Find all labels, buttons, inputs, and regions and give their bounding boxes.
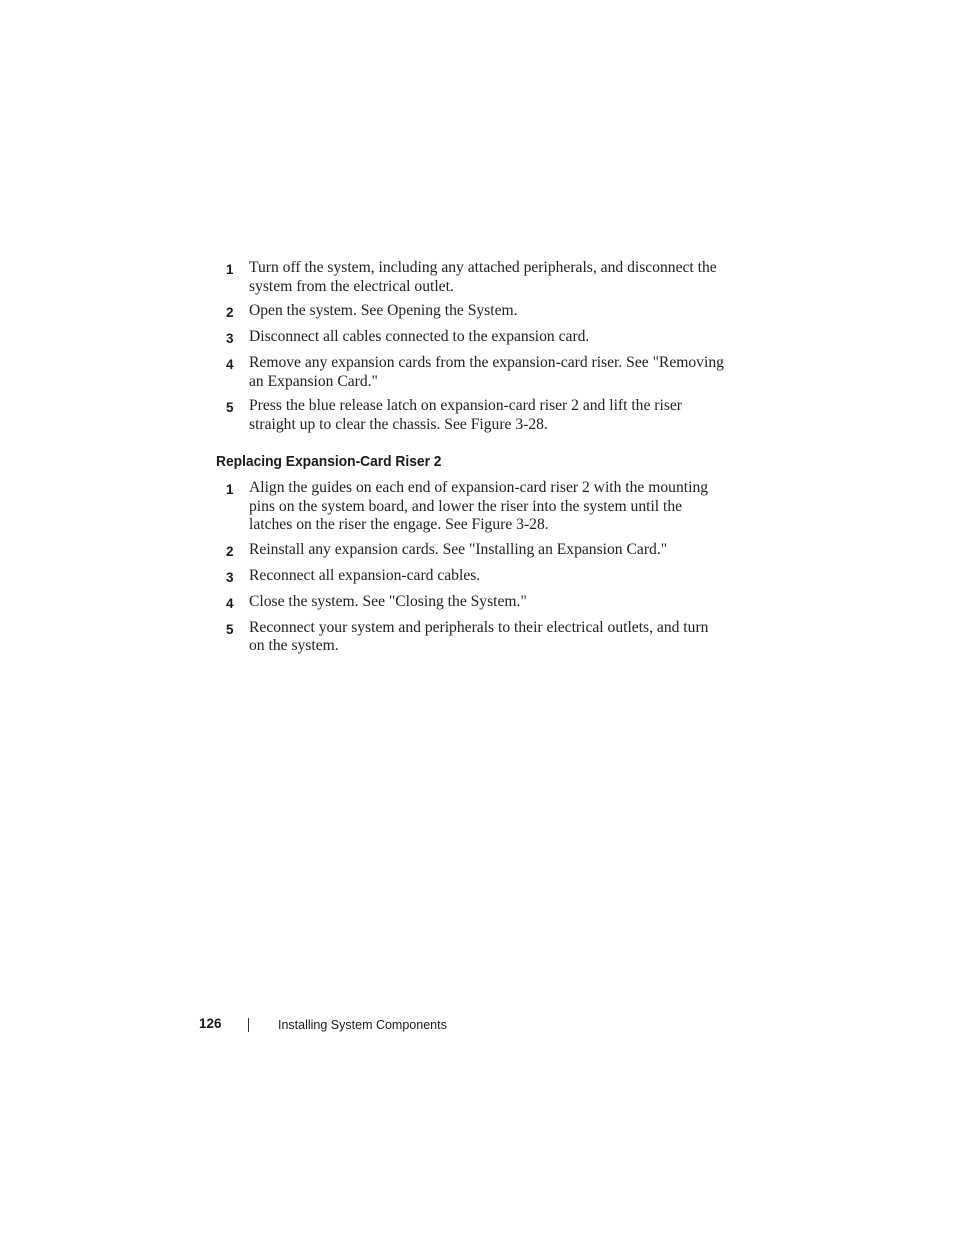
step-number: 2	[226, 543, 234, 559]
step-text: Reconnect all expansion-card cables.	[249, 566, 481, 584]
replacing-steps-list	[226, 479, 726, 662]
step-number: 5	[226, 621, 234, 637]
list-item	[226, 541, 726, 561]
step-text: Close the system. See "Closing the System."	[249, 592, 527, 610]
list-item	[226, 479, 726, 535]
footer-divider	[248, 1018, 249, 1032]
list-item	[226, 259, 726, 296]
list-item	[226, 619, 726, 656]
step-number: 4	[226, 595, 234, 611]
list-item	[226, 354, 726, 391]
page-number: 126	[199, 1016, 222, 1031]
list-item	[226, 397, 726, 434]
step-number: 1	[226, 482, 234, 497]
step-number: 3	[226, 331, 234, 347]
step-number: 1	[226, 262, 234, 277]
step-number: 2	[226, 305, 234, 321]
removal-steps-list	[226, 259, 726, 441]
step-number: 4	[226, 357, 234, 373]
footer-section-title: Installing System Components	[278, 1018, 447, 1032]
list-item	[226, 328, 726, 348]
list-item	[226, 567, 726, 587]
step-text: Open the system. See Opening the System.	[249, 302, 518, 320]
step-text: Remove any expansion cards from the expansion-card riser. See "Removing an Expansion Card."	[249, 354, 724, 390]
step-text: Reinstall any expansion cards. See "Installing an Expansion Card."	[249, 540, 668, 558]
list-item	[226, 302, 726, 322]
step-text: Turn off the system, including any attached peripherals, and disconnect the system from the electrical outlet.	[249, 259, 717, 295]
step-number: 5	[226, 400, 234, 416]
step-text: Press the blue release latch on expansion-card riser 2 and lift the riser straight up to clear the chassis. See Figure 3-28.	[249, 397, 683, 433]
step-text: Reconnect your system and peripherals to their electrical outlets, and turn on the system.	[249, 618, 709, 655]
step-text: Align the guides on each end of expansion-card riser 2 with the mounting pins on the system board, and lower the riser into the system until the latches on the riser the engage. See Figure 3-28.	[249, 479, 709, 534]
section-heading: Replacing Expansion-Card Riser 2	[216, 453, 442, 470]
step-number: 3	[226, 569, 234, 585]
list-item	[226, 593, 726, 613]
step-text: Disconnect all cables connected to the expansion card.	[249, 328, 590, 346]
